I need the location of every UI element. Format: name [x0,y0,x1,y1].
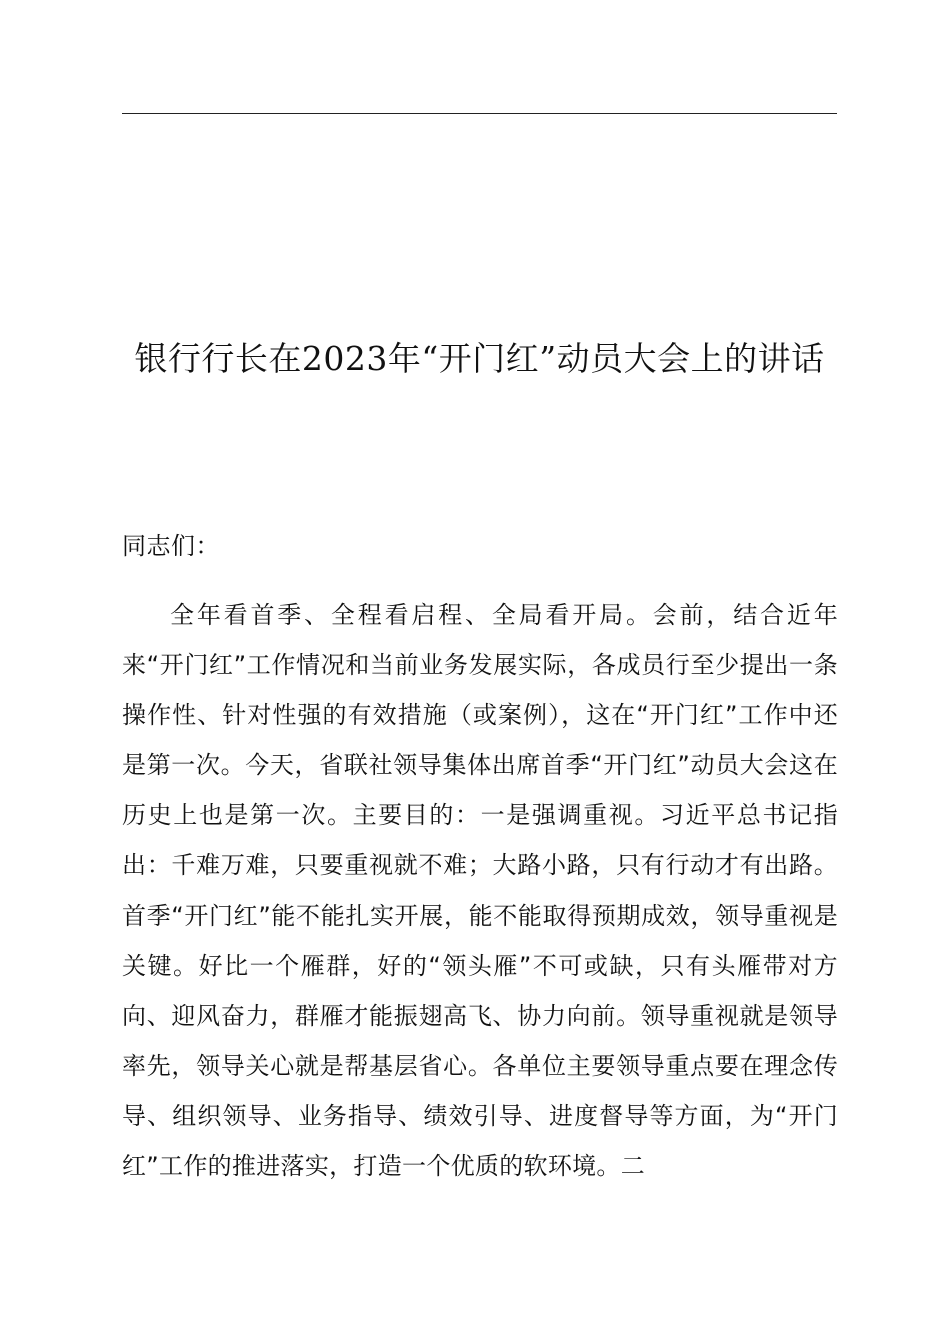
body-paragraph: 全年看首季、全程看启程、全局看开局。会前，结合近年来“开门红”工作情况和当前业务发展实际，各成员行至少提出一条操作性、针对性强的有效措施（或案例），这在“开门红”工作中还是第一次。今天，省联社领导集体出席首季“开门红”动员大会这在历史上也是第一次。主要目的：一是强调重视。习近平总书记指出：千难万难，只要重视就不难；大路小路，只有行动才有出路。首季“开门红”能不能扎实开展，能不能取得预期成效，领导重视是关键。好比一个雁群，好的“领头雁”不可或缺，只有头雁带对方向、迎风奋力，群雁才能振翅高飞、协力向前。领导重视就是领导率先，领导关心就是帮基层省心。各单位主要领导重点要在理念传导、组织领导、业务指导、绩效引导、进度督导等方面，为“开门红”工作的推进落实，打造一个优质的软环境。二 [122,601,838,1181]
header-divider [122,113,837,114]
salutation: 同志们： [122,532,220,560]
document-title: 银行行长在2023年“开门红”动员大会上的讲话 [134,339,825,378]
